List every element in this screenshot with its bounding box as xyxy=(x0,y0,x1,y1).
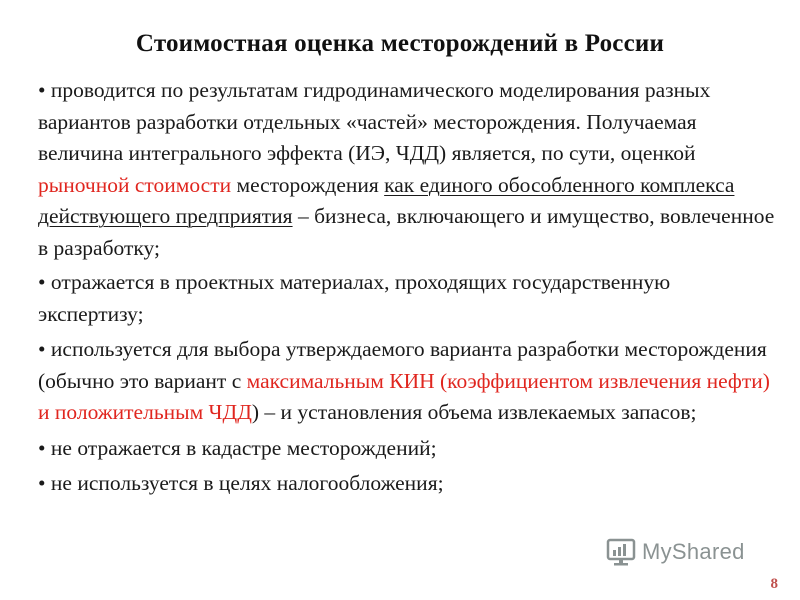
item-text: используется для выбора утверждаемого варианта разработки месторождения (обычно это вариант с xyxy=(38,337,767,393)
bullet: • xyxy=(38,78,46,102)
item-text: отражается в проектных материалах, проходящих государственную экспертизу; xyxy=(38,270,671,326)
list-item xyxy=(38,267,778,330)
item-text: не отражается в кадастре месторождений; xyxy=(50,435,437,460)
bullet: • xyxy=(38,471,46,495)
item-text: не используется в целях налогообложения; xyxy=(50,471,444,495)
watermark-text: MyShared xyxy=(642,539,745,564)
list-item xyxy=(38,468,778,500)
watermark xyxy=(606,537,745,567)
bullet-list xyxy=(38,75,778,503)
item-text: проводится по результатам гидродинамического моделирования разных вариантов разработки отдельных «частей» месторождения. Получаемая величина интегрального эффекта (ИЭ, ЧДД) является, по сути, оценкой xyxy=(38,78,711,165)
page-number: 8 xyxy=(770,576,778,592)
list-item xyxy=(38,334,778,429)
item-text: ) – и установления объема извлекаемых запасов; xyxy=(251,400,697,424)
list-item xyxy=(38,433,778,465)
list-item xyxy=(38,75,778,264)
bullet: • xyxy=(38,270,46,294)
item-text: месторождения xyxy=(231,172,385,197)
highlight-max-kin: максимальным КИН (коэффициентом извлечения нефти) и положительным ЧДД xyxy=(38,368,770,424)
underlined-phrase: как единого обособленного комплекса действующего предприятия xyxy=(38,172,735,228)
item-text: – бизнеса, включающего и имущество, вовлеченное в разработку; xyxy=(38,204,775,260)
highlight-market-value: рыночной стоимости xyxy=(38,172,232,197)
bullet: • xyxy=(38,435,46,460)
myshared-logo-icon xyxy=(606,537,636,567)
bullet: • xyxy=(38,337,46,361)
slide-title: Стоимостная оценка месторождений в России xyxy=(135,30,665,57)
